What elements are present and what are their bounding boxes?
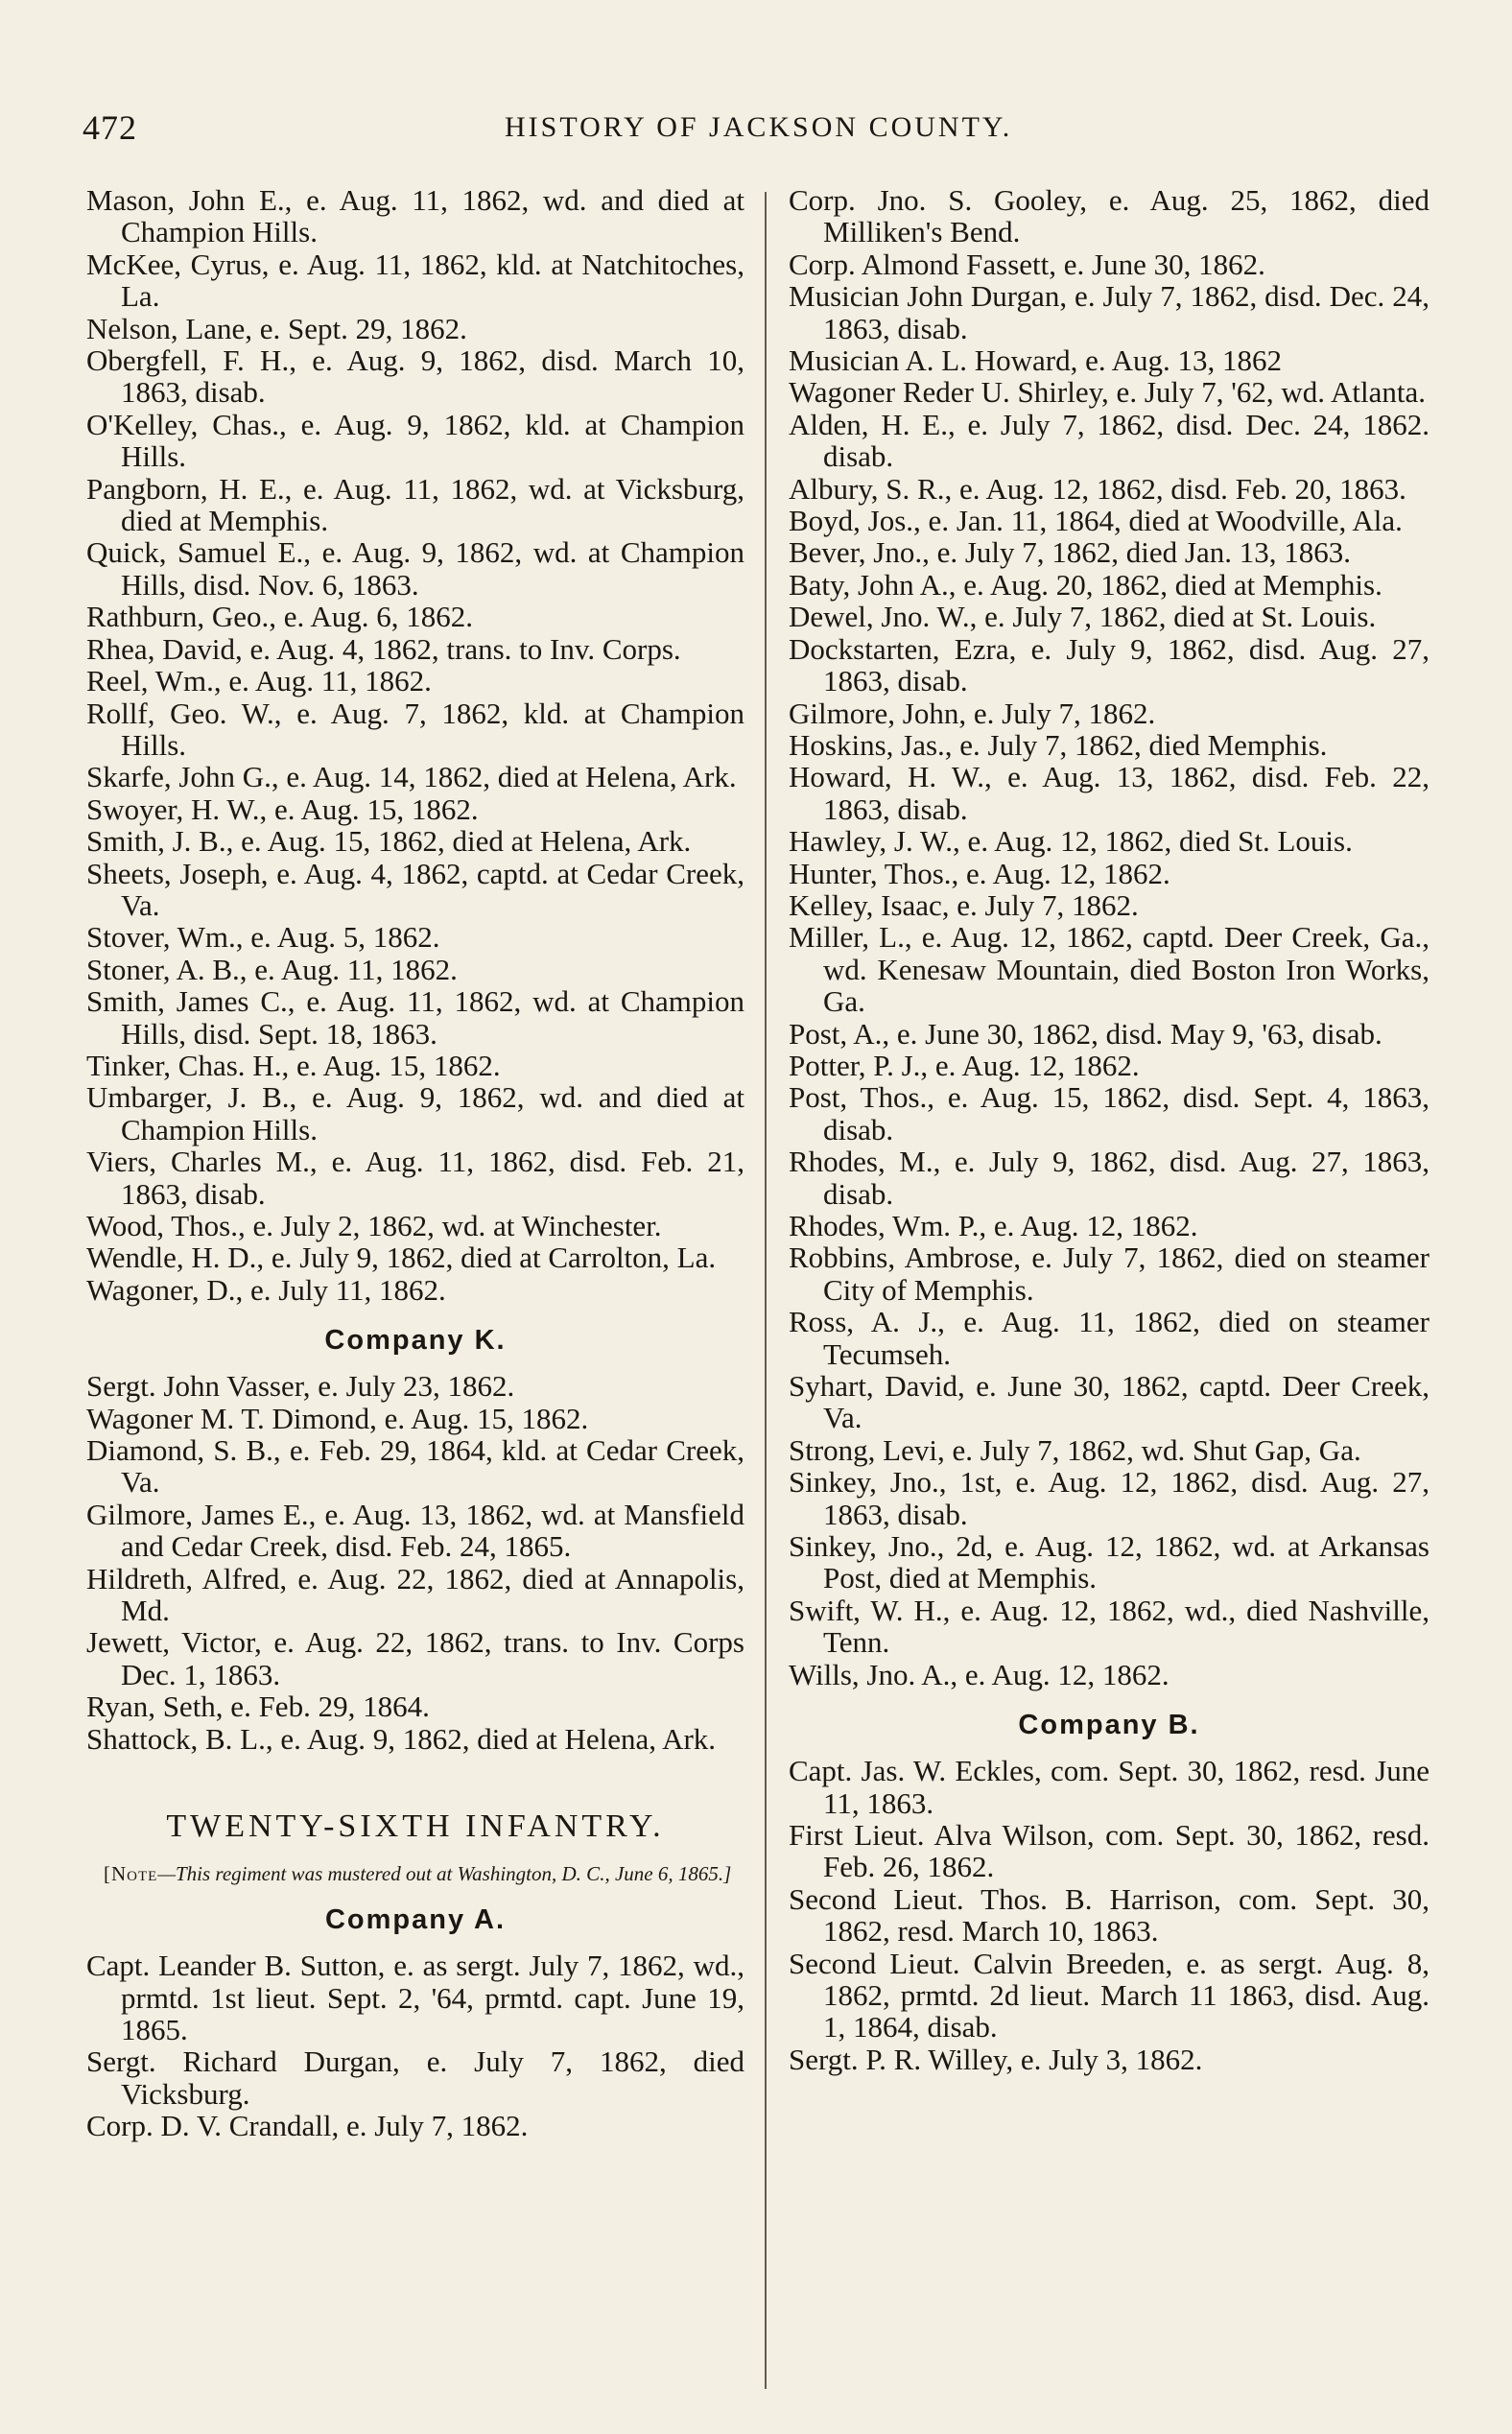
roster-entry: Hildreth, Alfred, e. Aug. 22, 1862, died at Annapolis, Md. (86, 1561, 744, 1628)
company-a-roster (86, 1950, 744, 2141)
roster-entry: Obergfell, F. H., e. Aug. 9, 1862, disd. March 10, 1863, disab. (86, 343, 744, 410)
regiment-title: TWENTY-SIXTH INFANTRY. (166, 1808, 665, 1845)
roster-entry: Stoner, A. B., e. Aug. 11, 1862. (86, 952, 458, 986)
roster-entry: Mason, John E., e. Aug. 11, 1862, wd. and died at Champion Hills. (86, 183, 744, 249)
roster-entry: Swift, W. H., e. Aug. 12, 1862, wd., died Nashville, Tenn. (789, 1593, 1429, 1660)
roster-entry: Sergt. Richard Durgan, e. July 7, 1862, died Vicksburg. (86, 2044, 744, 2111)
company-k-roster (86, 1370, 744, 1755)
roster-entry: Ryan, Seth, e. Feb. 29, 1864. (86, 1690, 430, 1724)
roster-entry: Pangborn, H. E., e. Aug. 11, 1862, wd. at Vicksburg, died at Memphis. (86, 471, 744, 538)
roster-entry: Sinkey, Jno., 2d, e. Aug. 12, 1862, wd. at Arkansas Post, died at Memphis. (789, 1529, 1429, 1595)
roster-entry: Wagoner Reder U. Shirley, e. July 7, '62, wd. Atlanta. (789, 375, 1427, 410)
roster-entry: Nelson, Lane, e. Sept. 29, 1862. (86, 311, 467, 345)
page-header (0, 107, 1512, 152)
roster-list-continued (789, 184, 1429, 1690)
roster-entry: Hawley, J. W., e. Aug. 12, 1862, died St. Louis. (789, 824, 1353, 859)
roster-entry: Sergt. John Vasser, e. July 23, 1862. (86, 1369, 515, 1404)
running-title: HISTORY OF JACKSON COUNTY. (505, 111, 1013, 143)
roster-entry: Musician A. L. Howard, e. Aug. 13, 1862 (789, 343, 1283, 378)
roster-entry: Sheets, Joseph, e. Aug. 4, 1862, captd. at Cedar Creek, Va. (86, 856, 744, 922)
roster-entry: Gilmore, James E., e. Aug. 13, 1862, wd. at Mansfield and Cedar Creek, disd. Feb. 24, 1865. (86, 1497, 744, 1564)
roster-entry: Hunter, Thos., e. Aug. 12, 1862. (789, 856, 1170, 890)
roster-entry: Stover, Wm., e. Aug. 5, 1862. (86, 920, 440, 955)
roster-entry: Wills, Jno. A., e. Aug. 12, 1862. (789, 1657, 1169, 1691)
roster-entry: Syhart, David, e. June 30, 1862, captd. Deer Creek, Va. (789, 1369, 1429, 1435)
roster-entry: Post, A., e. June 30, 1862, disd. May 9, '63, disab. (789, 1016, 1382, 1051)
company-b-roster (789, 1755, 1429, 2075)
roster-entry: Potter, P. J., e. Aug. 12, 1862. (789, 1048, 1140, 1082)
roster-entry: Diamond, S. B., e. Feb. 29, 1864, kld. at Cedar Creek, Va. (86, 1433, 744, 1500)
roster-entry: Capt. Jas. W. Eckles, com. Sept. 30, 1862, resd. June 11, 1863. (789, 1754, 1429, 1820)
roster-entry: Albury, S. R., e. Aug. 12, 1862, disd. Feb. 20, 1863. (789, 471, 1406, 506)
roster-entry: Kelley, Isaac, e. July 7, 1862. (789, 887, 1139, 922)
roster-entry: Reel, Wm., e. Aug. 11, 1862. (86, 664, 432, 698)
roster-entry: Capt. Leander B. Sutton, e. as sergt. July 7, 1862, wd., prmtd. 1st lieut. Sept. 2, '64, prmtd. capt. June 19, 1865. (86, 1949, 744, 2046)
note-text: —This regiment was mustered out at Washington, D. C., June 6, 1865.] (157, 1862, 732, 1886)
roster-entry: Shattock, B. L., e. Aug. 9, 1862, died at Helena, Ark. (86, 1721, 717, 1756)
roster-entry: Gilmore, John, e. July 7, 1862. (789, 696, 1156, 730)
roster-entry: Smith, J. B., e. Aug. 15, 1862, died at Helena, Ark. (86, 824, 692, 859)
roster-entry: Sinkey, Jno., 1st, e. Aug. 12, 1862, disd. Aug. 27, 1863, disab. (789, 1465, 1429, 1531)
roster-entry: Strong, Levi, e. July 7, 1862, wd. Shut Gap, Ga. (789, 1432, 1361, 1467)
roster-entry: Corp. D. V. Crandall, e. July 7, 1862. (86, 2109, 529, 2143)
roster-entry: Wagoner M. T. Dimond, e. Aug. 15, 1862. (86, 1401, 589, 1435)
roster-entry: Umbarger, J. B., e. Aug. 9, 1862, wd. and died at Champion Hills. (86, 1080, 744, 1146)
roster-entry: Skarfe, John G., e. Aug. 14, 1862, died at Helena, Ark. (86, 760, 737, 794)
roster-entry: Miller, L., e. Aug. 12, 1862, captd. Deer Creek, Ga., wd. Kenesaw Mountain, died Boston Iron Works, Ga. (789, 920, 1429, 1019)
roster-entry: Smith, James C., e. Aug. 11, 1862, wd. at Champion Hills, disd. Sept. 18, 1863. (86, 984, 744, 1051)
company-b-heading: Company B. (1018, 1710, 1200, 1741)
roster-entry: Rollf, Geo. W., e. Aug. 7, 1862, kld. at Champion Hills. (86, 696, 744, 762)
roster-entry: Rhodes, M., e. July 9, 1862, disd. Aug. 27, 1863, disab. (789, 1145, 1429, 1211)
roster-entry: McKee, Cyrus, e. Aug. 11, 1862, kld. at Natchitoches, La. (86, 247, 744, 314)
page-number: 472 (83, 108, 137, 147)
note-label: [Note (104, 1862, 158, 1886)
roster-entry: Viers, Charles M., e. Aug. 11, 1862, disd. Feb. 21, 1863, disab. (86, 1145, 744, 1211)
right-column (789, 184, 1429, 2075)
company-k-heading: Company K. (324, 1325, 507, 1357)
roster-entry: Boyd, Jos., e. Jan. 11, 1864, died at Woodville, Ala. (789, 504, 1403, 538)
roster-entry: Corp. Almond Fassett, e. June 30, 1862. (789, 247, 1265, 281)
roster-entry: Tinker, Chas. H., e. Aug. 15, 1862. (86, 1048, 501, 1082)
roster-entry: Hoskins, Jas., e. July 7, 1862, died Memphis. (789, 727, 1328, 762)
roster-entry: Musician John Durgan, e. July 7, 1862, disd. Dec. 24, 1863, disab. (789, 279, 1429, 345)
roster-entry: Dewel, Jno. W., e. July 7, 1862, died at St. Louis. (789, 600, 1377, 634)
roster-entry: Howard, H. W., e. Aug. 13, 1862, disd. Feb. 22, 1863, disab. (789, 760, 1429, 826)
roster-entry: First Lieut. Alva Wilson, com. Sept. 30, 1862, resd. Feb. 26, 1862. (789, 1817, 1429, 1884)
roster-entry: Post, Thos., e. Aug. 15, 1862, disd. Sept. 4, 1863, disab. (789, 1080, 1429, 1146)
roster-entry: Baty, John A., e. Aug. 20, 1862, died at Memphis. (789, 567, 1382, 602)
roster-entry: Quick, Samuel E., e. Aug. 9, 1862, wd. at Champion Hills, disd. Nov. 6, 1863. (86, 535, 744, 602)
roster-entry: Jewett, Victor, e. Aug. 22, 1862, trans. to Inv. Corps Dec. 1, 1863. (86, 1625, 744, 1691)
roster-entry: Corp. Jno. S. Gooley, e. Aug. 25, 1862, died Milliken's Bend. (789, 183, 1429, 249)
company-a-heading: Company A. (324, 1904, 507, 1936)
column-divider (765, 192, 767, 2389)
roster-entry: Rhea, David, e. Aug. 4, 1862, trans. to Inv. Corps. (86, 631, 681, 666)
roster-entry: Dockstarten, Ezra, e. July 9, 1862, disd. Aug. 27, 1863, disab. (789, 631, 1429, 698)
roster-entry: Rathburn, Geo., e. Aug. 6, 1862. (86, 600, 473, 634)
roster-list-upper (86, 184, 744, 1306)
roster-entry: Alden, H. E., e. July 7, 1862, disd. Dec. 24, 1862. disab. (789, 407, 1429, 474)
roster-entry: Bever, Jno., e. July 7, 1862, died Jan. 13, 1863. (789, 535, 1351, 570)
roster-entry: Second Lieut. Thos. B. Harrison, com. Sept. 30, 1862, resd. March 10, 1863. (789, 1881, 1429, 1949)
roster-entry: Wendle, H. D., e. July 9, 1862, died at Carrolton, La. (86, 1241, 717, 1275)
roster-entry: Swoyer, H. W., e. Aug. 15, 1862. (86, 792, 479, 826)
roster-entry: Wood, Thos., e. July 2, 1862, wd. at Winchester. (86, 1209, 662, 1242)
roster-entry: O'Kelley, Chas., e. Aug. 9, 1862, kld. at Champion Hills. (86, 407, 744, 474)
roster-entry: Sergt. P. R. Willey, e. July 3, 1862. (789, 2042, 1203, 2076)
regiment-note (86, 1862, 744, 1885)
roster-entry: Robbins, Ambrose, e. July 7, 1862, died on steamer City of Memphis. (789, 1241, 1429, 1307)
roster-entry: Ross, A. J., e. Aug. 11, 1862, died on steamer Tecumseh. (789, 1305, 1429, 1371)
roster-entry: Wagoner, D., e. July 11, 1862. (86, 1272, 446, 1307)
roster-entry: Rhodes, Wm. P., e. Aug. 12, 1862. (789, 1209, 1198, 1242)
left-column (86, 184, 744, 2142)
roster-entry: Second Lieut. Calvin Breeden, e. as sergt. Aug. 8, 1862, prmtd. 2d lieut. March 11 1863, disd. Aug. 1, 1864, disab. (789, 1946, 1429, 2044)
